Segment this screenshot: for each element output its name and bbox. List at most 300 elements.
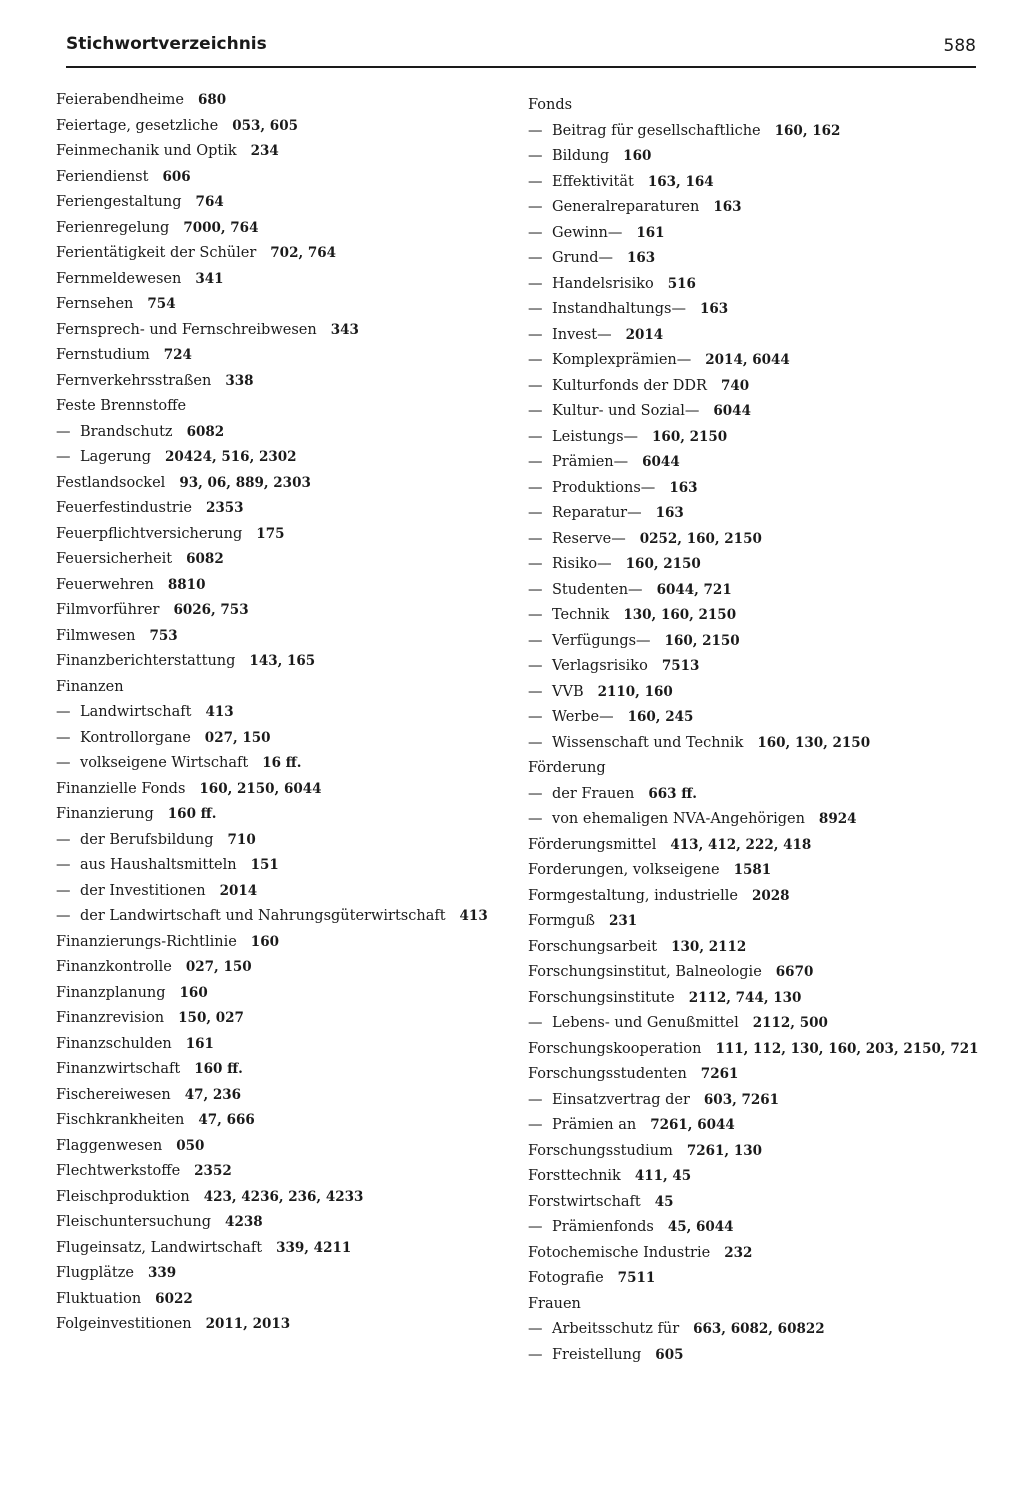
page-references: 163: [655, 505, 684, 521]
index-term: Filmwesen: [56, 627, 136, 644]
page-references: 111, 112, 130, 160, 203, 2150, 721: [715, 1040, 979, 1057]
index-entry: [56, 904, 526, 930]
index-entry: [528, 348, 998, 374]
page-references: 7000, 764: [183, 219, 259, 236]
index-entry: [56, 1287, 526, 1313]
page-references: 1581: [733, 862, 772, 878]
index-term: Verfügungs—: [552, 632, 651, 649]
index-entry: [528, 1037, 998, 1063]
index-entry: [56, 700, 526, 726]
index-entry: [56, 1210, 526, 1236]
index-term: Reparatur—: [552, 505, 642, 521]
subentry-dash: —: [528, 1321, 543, 1337]
page-references: 130, 160, 2150: [623, 607, 737, 623]
index-entry: [528, 170, 998, 196]
index-term: Finanzberichterstattung: [56, 653, 236, 669]
index-term: Kultur- und Sozial—: [552, 403, 700, 419]
index-term: Feinmechanik und Optik: [56, 143, 237, 159]
index-entry: [56, 751, 526, 777]
index-entry: [56, 343, 526, 369]
index-entry: [56, 573, 526, 599]
index-term: Flechtwerkstoffe: [56, 1163, 181, 1179]
index-entry: [528, 731, 998, 757]
index-term: Lebens- und Genußmittel: [552, 1015, 739, 1031]
index-term: Forschungskooperation: [528, 1040, 702, 1057]
index-term: Feuerfestindustrie: [56, 500, 192, 516]
subentry-dash: —: [528, 428, 543, 445]
index-entry: [528, 833, 998, 859]
index-term: Forstwirtschaft: [528, 1193, 641, 1210]
index-term: Prämienfonds: [552, 1219, 654, 1235]
subentry-dash: —: [528, 301, 543, 317]
index-term: Prämien—: [552, 454, 629, 470]
index-entry: [528, 1343, 998, 1369]
page-references: 050: [176, 1137, 205, 1154]
index-term: Invest—: [552, 326, 612, 343]
page-references: 663 ff.: [648, 785, 697, 802]
index-entry: [528, 552, 998, 578]
index-entry: [528, 323, 998, 349]
subentry-dash: —: [528, 607, 543, 623]
index-entry: [528, 1190, 998, 1216]
index-term: volkseigene Wirtschaft: [80, 755, 249, 771]
index-entry: [56, 1006, 526, 1032]
page-references: 160: [250, 933, 279, 950]
index-term: Flugplätze: [56, 1265, 134, 1281]
index-term: Wissenschaft und Technik: [552, 734, 744, 751]
index-term: Einsatzvertrag der: [552, 1091, 690, 1108]
page-references: 2110, 160: [597, 683, 673, 700]
index-term: Fotochemische Industrie: [528, 1244, 711, 1261]
page-references: 4238: [225, 1214, 263, 1230]
index-term: Fernmeldewesen: [56, 270, 182, 287]
index-term: Feriengestaltung: [56, 194, 182, 210]
page-references: 231: [609, 913, 638, 929]
index-entry: [528, 1113, 998, 1139]
page-references: 160: [623, 148, 652, 164]
index-term: Feuersicherheit: [56, 551, 173, 567]
index-term: Fleischproduktion: [56, 1188, 190, 1205]
index-term: Prämien an: [552, 1117, 637, 1133]
page-references: 160, 130, 2150: [757, 734, 871, 751]
index-entry: [56, 1057, 526, 1083]
index-term: Finanzkontrolle: [56, 959, 172, 975]
page-references: 606: [162, 168, 191, 185]
index-entry: [528, 1062, 998, 1088]
page-references: 45, 6044: [667, 1219, 734, 1235]
subentry-dash: —: [56, 704, 71, 720]
index-entry: [56, 420, 526, 446]
index-entry: [528, 705, 998, 731]
index-entry: [56, 1236, 526, 1262]
index-term: Folgeinvestitionen: [56, 1316, 192, 1332]
subentry-dash: —: [528, 403, 543, 419]
page-references: 2014: [625, 326, 664, 343]
index-entry: [56, 675, 526, 701]
page-references: 2014: [219, 882, 258, 899]
subentry-dash: —: [528, 811, 543, 827]
page-references: 710: [227, 831, 256, 848]
index-entry: [56, 777, 526, 803]
index-entry: [56, 318, 526, 344]
subentry-dash: —: [56, 908, 71, 924]
index-column-left: [56, 88, 526, 1338]
index-entry: [56, 828, 526, 854]
index-term: Forderungen, volkseigene: [528, 862, 720, 878]
subentry-dash: —: [528, 1219, 543, 1235]
index-entry: [528, 1241, 998, 1267]
index-term: der Berufsbildung: [80, 831, 214, 848]
index-term: Flugeinsatz, Landwirtschaft: [56, 1239, 263, 1256]
index-term: Grund—: [552, 250, 613, 266]
page-references: 605: [655, 1346, 684, 1363]
page-references: 423, 4236, 236, 4233: [203, 1188, 364, 1205]
index-term: Finanzielle Fonds: [56, 780, 186, 797]
index-entry: [528, 1317, 998, 1343]
subentry-dash: —: [528, 683, 543, 700]
page-references: 343: [330, 321, 359, 338]
page-references: 151: [250, 857, 279, 873]
index-term: Fischereiwesen: [56, 1086, 171, 1103]
index-entry: [528, 1215, 998, 1241]
page-references: 161: [636, 224, 665, 241]
subentry-dash: —: [528, 556, 543, 572]
index-term: Leistungs—: [552, 428, 639, 445]
index-entry: [528, 246, 998, 272]
index-term: Werbe—: [552, 709, 614, 725]
index-entry: [56, 114, 526, 140]
index-term: von ehemaligen NVA-Angehörigen: [552, 811, 805, 827]
page-references: 413: [205, 704, 234, 720]
index-entry: [56, 598, 526, 624]
index-entry: [56, 241, 526, 267]
page-references: 175: [256, 525, 285, 542]
index-term: Finanzschulden: [56, 1035, 172, 1052]
index-term: Technik: [552, 607, 610, 623]
page-references: 47, 666: [198, 1112, 255, 1128]
page-references: 764: [195, 194, 224, 210]
page-references: 163: [699, 301, 729, 317]
index-entry: [56, 879, 526, 905]
page-references: 6670: [775, 964, 814, 980]
index-term: Handelsrisiko: [552, 275, 654, 292]
page-references: 053, 605: [232, 117, 298, 134]
index-term: Finanzwirtschaft: [56, 1061, 181, 1077]
page-references: 6082: [186, 551, 224, 567]
page-references: 411, 45: [634, 1168, 692, 1184]
index-term: Feiertage, gesetzliche: [56, 117, 219, 134]
page-references: 8924: [818, 811, 857, 827]
index-term: Landwirtschaft: [80, 704, 192, 720]
index-term: Risiko—: [552, 556, 612, 572]
index-entry: [56, 1185, 526, 1211]
index-term: Forschungsinstitute: [528, 989, 675, 1006]
page-references: 2011, 2013: [205, 1316, 291, 1332]
subentry-dash: —: [528, 785, 543, 802]
index-term: Instandhaltungs—: [552, 301, 686, 317]
page-references: 6082: [186, 423, 225, 440]
index-entry: [56, 1134, 526, 1160]
subentry-dash: —: [528, 250, 543, 266]
index-term: Filmvorführer: [56, 602, 160, 618]
index-column-right: [528, 93, 998, 1368]
index-term: Feuerpflichtversicherung: [56, 525, 243, 542]
index-term: Flaggenwesen: [56, 1137, 163, 1154]
index-term: Fernverkehrsstraßen: [56, 372, 212, 389]
index-entry: [56, 369, 526, 395]
index-term: Fernsehen: [56, 296, 134, 312]
subentry-dash: —: [528, 479, 543, 496]
index-entry: [528, 1266, 998, 1292]
page-references: 6022: [155, 1290, 193, 1307]
page-references: 7261, 6044: [650, 1117, 735, 1133]
index-term: aus Haushaltsmitteln: [80, 857, 237, 873]
page-references: 160: [179, 984, 208, 1001]
page-references: 7513: [661, 658, 700, 674]
page-references: 47, 236: [184, 1086, 242, 1103]
page-references: 160, 245: [627, 709, 694, 725]
subentry-dash: —: [528, 1015, 543, 1031]
page-references: 163: [669, 479, 698, 496]
index-entry: [528, 119, 998, 145]
index-entry: [528, 858, 998, 884]
page-references: 2352: [194, 1163, 232, 1179]
page-references: 663, 6082, 60822: [693, 1321, 825, 1337]
page-references: 339, 4211: [276, 1239, 352, 1256]
index-term: Finanzplanung: [56, 984, 166, 1001]
subentry-dash: —: [528, 199, 543, 215]
index-entry: [528, 578, 998, 604]
subentry-dash: —: [56, 882, 71, 899]
index-entry: [528, 1292, 998, 1318]
index-entry: [56, 1159, 526, 1185]
index-term: Feierabendheime: [56, 92, 185, 108]
subentry-dash: —: [56, 857, 71, 873]
page-references: 143, 165: [249, 653, 316, 669]
index-entry: [528, 527, 998, 553]
index-term: Finanzrevision: [56, 1010, 165, 1026]
page-references: 740: [720, 377, 750, 394]
index-entry: [56, 292, 526, 318]
page-references: 0252, 160, 2150: [639, 530, 762, 547]
subentry-dash: —: [528, 352, 543, 368]
page-references: 160, 2150: [652, 428, 728, 445]
page-references: 130, 2112: [671, 938, 747, 955]
index-entry: [56, 853, 526, 879]
subentry-dash: —: [528, 275, 543, 292]
page-references: 027, 150: [204, 729, 271, 746]
index-term: Festlandsockel: [56, 474, 166, 491]
index-entry: [56, 216, 526, 242]
page-references: 150, 027: [178, 1010, 244, 1026]
index-entry: [56, 955, 526, 981]
subentry-dash: —: [56, 729, 71, 746]
index-entry: [528, 1164, 998, 1190]
page-references: 6044: [642, 454, 680, 470]
page-references: 160, 2150: [625, 556, 701, 572]
index-term: Gewinn—: [552, 224, 623, 241]
index-entry: [528, 960, 998, 986]
index-term: Forschungsstudium: [528, 1142, 673, 1159]
index-entry: [56, 1312, 526, 1338]
index-entry: [56, 1261, 526, 1287]
header-title: Stichwortverzeichnis: [66, 34, 267, 54]
page-references: 7261, 130: [686, 1142, 763, 1159]
index-entry: [528, 909, 998, 935]
subentry-dash: —: [528, 326, 543, 343]
subentry-dash: —: [528, 454, 543, 470]
page-references: 160 ff.: [194, 1061, 243, 1077]
index-entry: [528, 450, 998, 476]
index-entry: [56, 496, 526, 522]
index-term: der Frauen: [552, 785, 635, 802]
index-entry: [528, 935, 998, 961]
subentry-dash: —: [528, 173, 543, 190]
page-references: 603, 7261: [703, 1091, 780, 1108]
index-term: Komplexprämien—: [552, 352, 692, 368]
index-term: Finanzierung: [56, 806, 154, 822]
page-references: 20424, 516, 2302: [165, 449, 297, 465]
index-term: Forschungsstudenten: [528, 1066, 687, 1082]
subentry-dash: —: [528, 1091, 543, 1108]
index-term: Finanzierungs-Richtlinie: [56, 933, 237, 950]
page-references: 338: [225, 372, 254, 389]
page-references: 160, 2150, 6044: [199, 780, 322, 797]
index-term: Forschungsinstitut, Balneologie: [528, 964, 762, 980]
index-entry: [528, 603, 998, 629]
index-term: Fleischuntersuchung: [56, 1214, 212, 1230]
subentry-dash: —: [528, 505, 543, 521]
subentry-dash: —: [56, 423, 71, 440]
index-term: Studenten—: [552, 581, 643, 598]
page-references: 680: [198, 92, 227, 108]
index-entry: [528, 374, 998, 400]
index-entry: [528, 476, 998, 502]
index-term: Produktions—: [552, 479, 656, 496]
index-term: Brandschutz: [80, 423, 173, 440]
index-entry: [528, 1088, 998, 1114]
page-references: 7261: [700, 1066, 739, 1082]
page-header: [66, 30, 976, 68]
subentry-dash: —: [528, 122, 543, 139]
index-entry: [528, 399, 998, 425]
index-term: Finanzen: [56, 678, 124, 695]
index-term: der Landwirtschaft und Nahrungsgüterwirtschaft: [80, 908, 446, 924]
index-term: VVB: [552, 683, 584, 700]
page-references: 8810: [167, 576, 206, 593]
index-entry: [528, 986, 998, 1012]
page-references: 2014, 6044: [705, 352, 790, 368]
index-term: Frauen: [528, 1295, 581, 1312]
subentry-dash: —: [528, 632, 543, 649]
page-references: 754: [147, 296, 176, 312]
index-entry: [56, 267, 526, 293]
page-references: 7511: [617, 1270, 656, 1286]
page-references: 341: [195, 270, 224, 287]
page-references: 516: [667, 275, 696, 292]
index-entry: [528, 425, 998, 451]
index-entry: [528, 297, 998, 323]
index-entry: [528, 884, 998, 910]
index-entry: [56, 726, 526, 752]
index-entry: [56, 1083, 526, 1109]
page-references: 93, 06, 889, 2303: [179, 474, 311, 491]
subentry-dash: —: [528, 734, 543, 751]
index-term: der Investitionen: [80, 882, 206, 899]
index-term: Forsttechnik: [528, 1168, 621, 1184]
index-entry: [56, 649, 526, 675]
index-entry: [56, 930, 526, 956]
index-term: Reserve—: [552, 530, 626, 547]
index-entry: [56, 165, 526, 191]
index-term: Fernsprech- und Fernschreibwesen: [56, 321, 317, 338]
index-term: Fonds: [528, 97, 573, 113]
index-term: Fotografie: [528, 1270, 604, 1286]
index-term: Kulturfonds der DDR: [552, 377, 707, 394]
page-references: 163: [626, 250, 656, 266]
index-entry: [528, 144, 998, 170]
index-entry: [528, 221, 998, 247]
page-references: 6044: [713, 403, 751, 419]
index-term: Beitrag für gesellschaftliche: [552, 122, 761, 139]
subentry-dash: —: [56, 755, 71, 771]
index-entry: [56, 624, 526, 650]
index-entry: [528, 782, 998, 808]
index-entry: [56, 190, 526, 216]
index-entry: [528, 195, 998, 221]
page-references: 160, 162: [774, 122, 841, 139]
page-references: 2353: [205, 500, 244, 516]
page-references: 753: [149, 627, 178, 644]
index-entry: [56, 981, 526, 1007]
index-term: Arbeitsschutz für: [552, 1321, 680, 1337]
index-term: Feriendienst: [56, 168, 149, 185]
page-references: 2028: [751, 887, 790, 904]
index-term: Formgestaltung, industrielle: [528, 887, 738, 904]
page-references: 161: [185, 1035, 214, 1052]
subentry-dash: —: [56, 449, 71, 465]
index-entry: [528, 501, 998, 527]
index-entry: [528, 680, 998, 706]
index-entry: [528, 629, 998, 655]
index-term: Verlagsrisiko: [552, 658, 648, 674]
index-term: Generalreparaturen: [552, 199, 700, 215]
page-references: 234: [250, 143, 279, 159]
page-references: 6044, 721: [656, 581, 732, 598]
subentry-dash: —: [528, 709, 543, 725]
page-references: 160 ff.: [167, 806, 217, 822]
index-term: Fischkrankheiten: [56, 1112, 185, 1128]
index-entry: [56, 394, 526, 420]
index-entry: [528, 93, 998, 119]
index-entry: [56, 522, 526, 548]
subentry-dash: —: [528, 1346, 543, 1363]
index-term: Feuerwehren: [56, 576, 154, 593]
index-term: Ferienregelung: [56, 219, 170, 236]
index-entry: [56, 88, 526, 114]
index-term: Forschungsarbeit: [528, 938, 658, 955]
page-references: 413, 412, 222, 418: [670, 836, 812, 853]
page-references: 413: [459, 908, 488, 924]
page-references: 45: [654, 1193, 674, 1210]
index-entry: [56, 139, 526, 165]
index-entry: [56, 802, 526, 828]
index-entry: [56, 547, 526, 573]
page-references: 724: [163, 347, 192, 363]
index-term: Fluktuation: [56, 1290, 142, 1307]
index-term: Freistellung: [552, 1346, 642, 1363]
subentry-dash: —: [528, 377, 543, 394]
